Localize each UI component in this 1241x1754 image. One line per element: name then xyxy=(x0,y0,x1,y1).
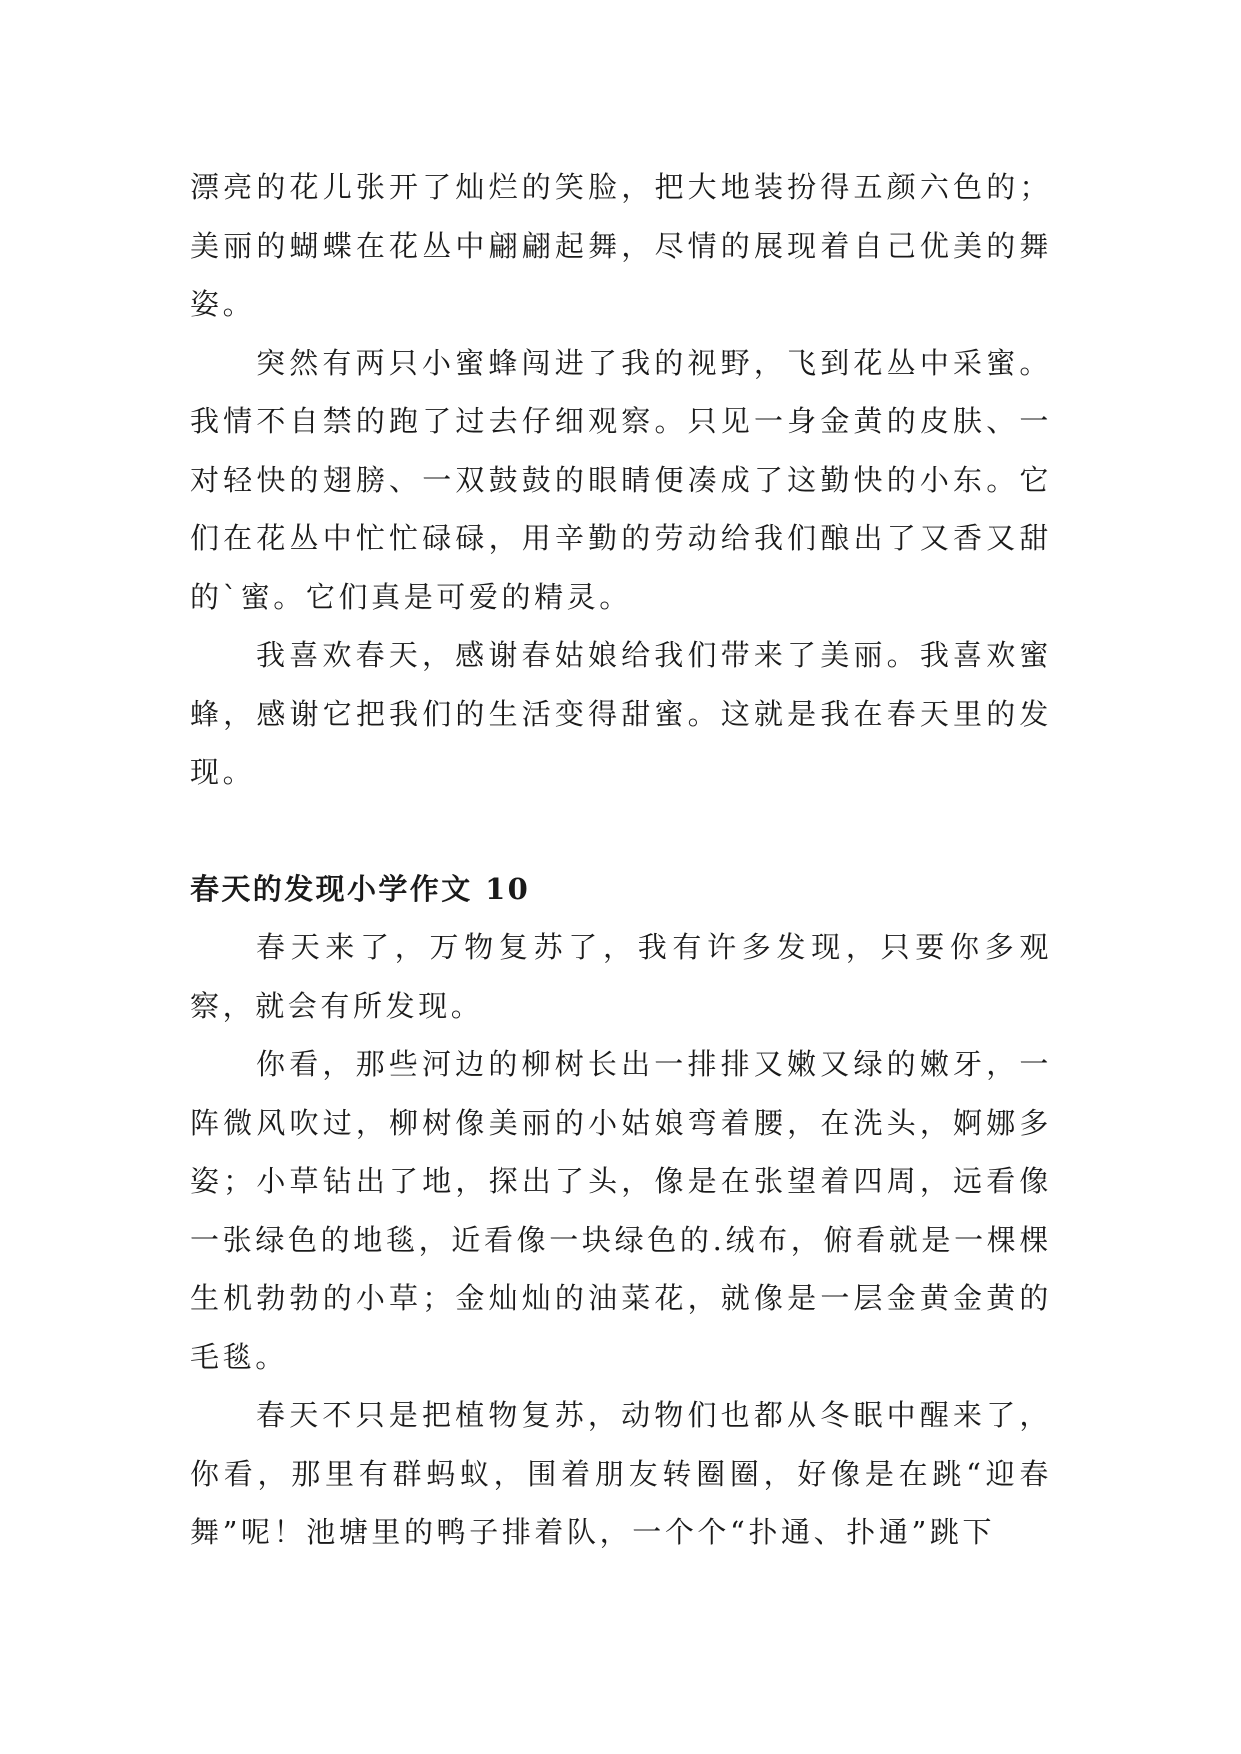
section-title: 春天的发现小学作文 10 xyxy=(190,871,531,906)
paragraph: 春天来了，万物复苏了，我有许多发现，只要你多观察，就会有所发现。 xyxy=(190,930,1052,1023)
paragraph: 你看，那些河边的柳树长出一排排又嫩又绿的嫩牙，一阵微风吹过，柳树像美丽的小姑娘弯着腰，在洗头，婀娜多姿；小草钻出了地，探出了头，像是在张望着四周，远看像一张绿色的地毯，近看像一块绿色的.绒布，俯看就是一棵棵生机勃勃的小草；金灿灿的油菜花，就像是一层金黄金黄的毛毯。 xyxy=(190,1047,1052,1374)
paragraph: 漂亮的花儿张开了灿烂的笑脸，把大地装扮得五颜六色的；美丽的蝴蝶在花丛中翩翩起舞，尽情的展现着自己优美的舞姿。 xyxy=(190,170,1052,321)
paragraph: 春天不只是把植物复苏，动物们也都从冬眠中醒来了，你看，那里有群蚂蚁，围着朋友转圈圈，好像是在跳“迎春舞”呢！池塘里的鸭子排着队，一个个“扑通、扑通”跳下 xyxy=(190,1398,1052,1549)
document-page xyxy=(190,158,1052,1562)
paragraph: 我喜欢春天，感谢春姑娘给我们带来了美丽。我喜欢蜜蜂，感谢它把我们的生活变得甜蜜。这就是我在春天里的发现。 xyxy=(190,638,1052,789)
paragraph: 突然有两只小蜜蜂闯进了我的视野，飞到花丛中采蜜。我情不自禁的跑了过去仔细观察。只见一身金黄的皮肤、一对轻快的翅膀、一双鼓鼓的眼睛便凑成了这勤快的小东。它们在花丛中忙忙碌碌，用辛勤的劳动给我们酿出了又香又甜的`蜜。它们真是可爱的精灵。 xyxy=(190,345,1052,614)
